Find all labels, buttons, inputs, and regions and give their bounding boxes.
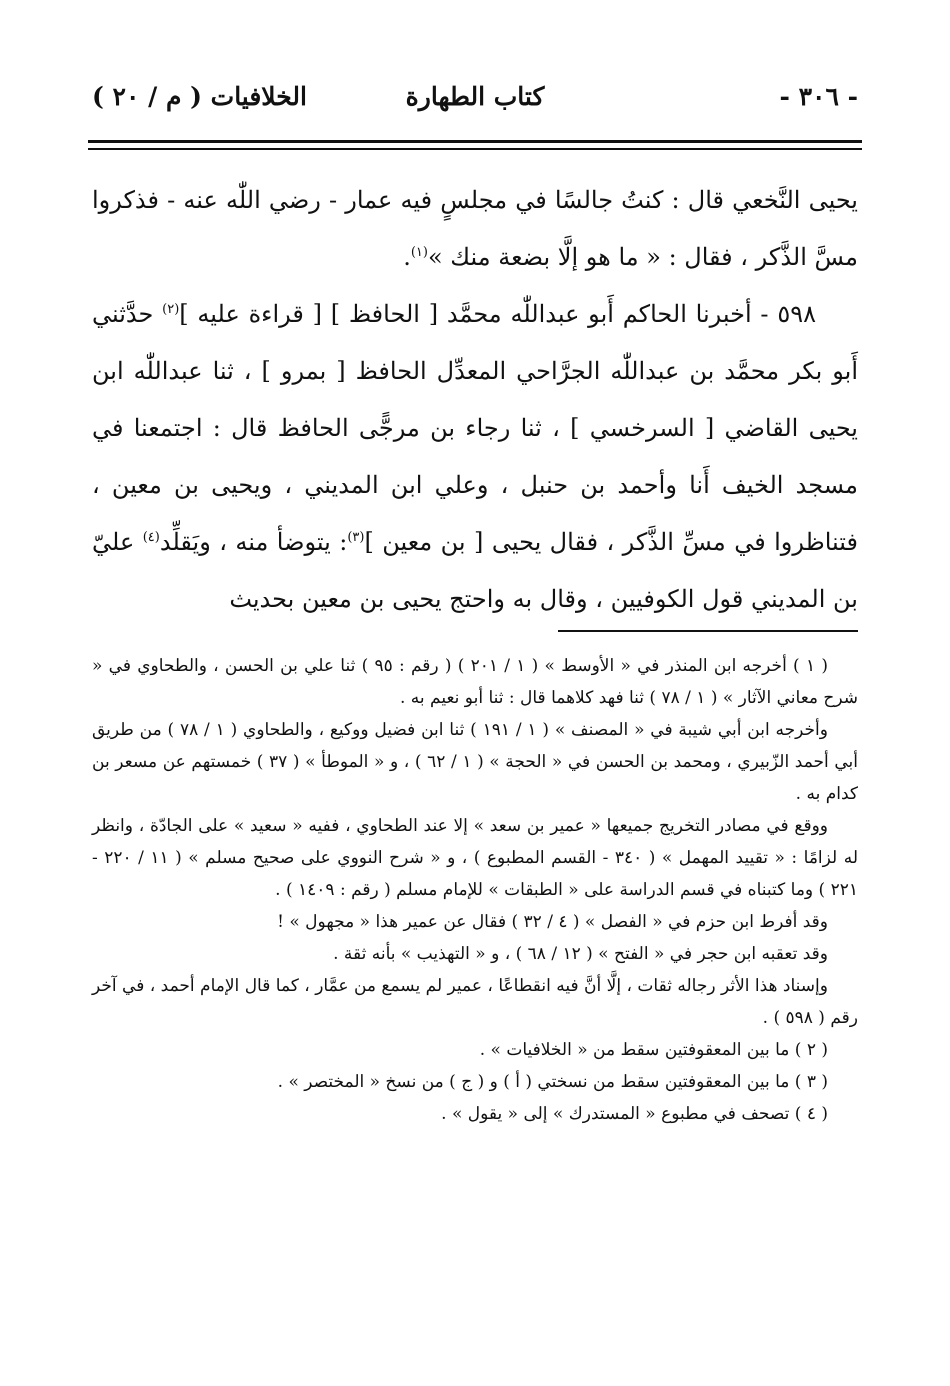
footnote: وأخرجه ابن أبي شيبة في « المصنف » ( ١ / ١٩١ ) ثنا ابن فضيل ووكيع ، والطحاوي ( ١ / ٧٨ ) من طريق أبي أحمد الزّبيري ، ومحمد بن الحسن في « الحجة » ( ١ / ٦٢ ) ، و « الموطأ » ( ٣٧ ) خمستهم عن مسعر بن كدام به .	[92, 720, 859, 804]
footnote-ref: (٤)	[142, 530, 160, 545]
text-run: .	[403, 243, 411, 271]
footnote: وإسناد هذا الأثر رجاله ثقات ، إلَّا أنَّ فيه انقطاعًا ، عمير لم يسمع من عمَّار ، كما قال الإمام أحمد ، في آخر رقم ( ٥٩٨ ) .	[92, 976, 858, 1028]
text-run: عليّ بن المديني قول الكوفيين ، وقال به واحتج يحيى بن معين بحديث	[92, 528, 858, 613]
text-run: ٥٩٨ - أخبرنا الحاكم أَبو عبداللّٰه محمَّد [ الحافظ ] [ قراءة عليه ]	[179, 300, 816, 328]
text-run: حدَّثني أَبو بكر محمَّد بن عبداللّٰه الجرَّاحي المعدِّل الحافظ [ بمرو ] ، ثنا عبداللّٰه ابن يحيى القاضي [ السرخسي ] ، ثنا رجاء بن مرجًّى الحافظ قال : اجتمعنا في مسجد الخيف أَنا وأحمد بن حنبل ، وعلي ابن المديني ، ويحيى بن معين ، فتناظروا في مسِّ الذَّكر ، فقال يحيى [ بن معين ]	[92, 300, 858, 556]
footnote: ووقع في مصادر التخريج جميعها « عمير بن سعد » إلا عند الطحاوي ، ففيه « سعيد » على الجادّة ، وانظر له لزامًا : « تقييد المهمل » ( ٣٤٠ - القسم المطبوع ) ، و « شرح النووي على صحيح مسلم » ( ١١ / ٢٢٠ - ٢٢١ ) وما كتبناه في قسم الدراسة على « الطبقات » للإمام مسلم ( رقم : ١٤٠٩ ) .	[92, 816, 858, 900]
volume-marker: الخلافيات ( م / ٢٠ )	[92, 82, 307, 111]
running-header	[92, 82, 858, 122]
main-paragraph-2	[92, 286, 858, 628]
main-text	[92, 172, 858, 628]
footnote-separator	[558, 630, 858, 632]
footnote: ( ٣ ) ما بين المعقوفتين سقط من نسختي ( أ ) و ( ج ) من نسخ « المختصر » .	[277, 1072, 828, 1092]
text-run: يحيى النَّخعي قال : كنتُ جالسًا في مجلسٍ فيه عمار - رضي اللّٰه عنه - فذكروا مسَّ الذَّكر ، فقال : « ما هو إلَّا بضعة منك »	[92, 186, 858, 271]
footnote-ref: (١)	[410, 245, 428, 260]
header-rule-top	[88, 140, 862, 143]
text-run: : يتوضأ منه ، ويَقلِّد	[159, 528, 348, 556]
footnote: وقد أفرط ابن حزم في « الفصل » ( ٤ / ٣٢ ) فقال عن عمير هذا « مجهول » !	[277, 912, 828, 932]
main-paragraph-1	[92, 172, 858, 286]
page-number: - ٣٠٦ -	[779, 82, 858, 111]
header-rule-bottom	[88, 148, 862, 150]
footnote: ( ١ ) أخرجه ابن المنذر في « الأوسط » ( ١ / ٢٠١ ) ( رقم : ٩٥ ) ثنا علي بن الحسن ، والطحاوي في « شرح معاني الآثار » ( ١ / ٧٨ ) ثنا فهد كلاهما قال : ثنا أبو نعيم به .	[92, 656, 858, 708]
footnote: ( ٢ ) ما بين المعقوفتين سقط من « الخلافيات » .	[479, 1040, 828, 1060]
book-title: كتاب الطهارة	[405, 82, 545, 111]
footnote: وقد تعقبه ابن حجر في « الفتح » ( ١٢ / ٦٨ ) ، و « التهذيب » بأنه ثقة .	[333, 944, 828, 964]
footnote-ref: (٣)	[347, 530, 365, 545]
footnote-ref: (٢)	[162, 302, 180, 317]
footnote: ( ٤ ) تصحف في مطبوع « المستدرك » إلى « يقول » .	[441, 1104, 828, 1124]
footnotes	[92, 650, 858, 1130]
